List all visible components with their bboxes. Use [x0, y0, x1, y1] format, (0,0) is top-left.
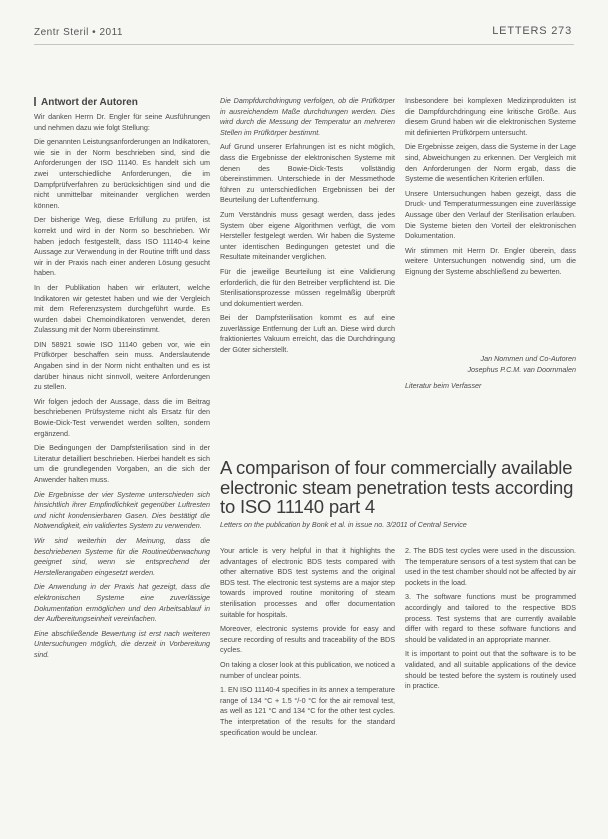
article-column-1 — [220, 546, 395, 831]
paragraph: Die Bedingungen der Dampfsterilisation sind in der Literatur detailliert beschrieben. Hierbei handelt es sich um die grundlegenden Vorgaben, an die sich der Anwender halten muss. — [34, 443, 210, 484]
paragraph: 1. EN ISO 11140-4 specifies in its annex a temperature range of 134 °C + 1.5 °/-0 °C for the air removal test, as well as 121 °C and 134 °C for the other test cycles. The interpretation of the results for the standard specification would be unclear. — [220, 685, 395, 737]
reply-heading-text: Antwort der Autoren — [41, 97, 138, 108]
paragraph: Die Anwendung in der Praxis hat gezeigt, dass die elektronischen Systeme eine zuverlässige Dokumentation ermöglichen und den Arbeitsablauf in der Aufbereitungseinheit vereinfachen. — [34, 582, 210, 624]
paragraph: Die Ergebnisse der vier Systeme unterschieden sich hinsichtlich ihrer Empfindlichkeit gegenüber Luftresten und nicht kondensierbaren Gasen. Dies bestätigt die Notwendigkeit, ein validiertes System zu verwenden. — [34, 489, 210, 531]
header-rule — [34, 44, 574, 45]
signature-name: Jan Nommen und Co-Autoren — [480, 354, 576, 363]
paragraph: Die Ergebnisse zeigen, dass die Systeme in der Lage sind, Abweichungen zu erkennen. Der Vergleich mit den Anforderungen der Norm ergab, dass die Systeme die wesentlichen Kriterien erfüllen. — [405, 142, 576, 184]
paragraph: Your article is very helpful in that it highlights the advantages of electronic BDS tests compared with other alternative BDS test systems and the original BDS test. The electronic test systems are a major step towards improved routine monitoring of steam sterilisation processes and offer documentation suitable for hospitals. — [220, 546, 395, 619]
literature-note: Literatur beim Verfasser — [405, 381, 482, 391]
paragraph: Bei der Dampfsterilisation kommt es auf eine zuverlässige Entfernung der Luft an. Diese wird durch fraktioniertes Vakuum erreicht, das die Durchdringung der Güter sicherstellt. — [220, 313, 395, 355]
reply-column-1 — [34, 96, 210, 831]
paragraph: Auf Grund unserer Erfahrungen ist es nicht möglich, dass die Ergebnisse der elektronischen Systeme mit denen des Bowie-Dick-Tests vollständig übereinstimmen. Unterschiede in der Messmethode führen zu unterschiedlichen Ergebnissen bei der Beurteilung der Luftentfernung. — [220, 142, 395, 205]
signature-name: Josephus P.C.M. van Doornmalen — [467, 364, 576, 374]
paragraph: Moreover, electronic systems provide for easy and secure recording of results and traceability of the BDS cycles. — [220, 624, 395, 655]
article-column-2 — [405, 546, 576, 831]
paragraph: Wir danken Herrn Dr. Engler für seine Ausführungen und nehmen dazu wie folgt Stellung: — [34, 112, 210, 132]
reply-column-2 — [220, 96, 395, 448]
paragraph: Wir stimmen mit Herrn Dr. Engler überein, dass weitere Untersuchungen notwendig sind, um die Eignung der Systeme abschließend zu bewerten. — [405, 245, 576, 276]
paragraph: DIN 58921 sowie ISO 11140 geben vor, wie ein Prüfkörper beschaffen sein muss. Anderslautende Angaben sind in der Norm nicht enthalten und es ist darüber hinaus nicht sinnvoll, weitere Anforderungen zu stellen. — [34, 339, 210, 392]
paragraph: Die genannten Leistungsanforderungen an Indikatoren, wie sie in der Norm beschrieben sind, sind die Anforderungen der ISO 11140. Es handelt sich um zwei unterschiedliche Anforderungen, die im Dampfprüfverfahren zu berücksichtigen sind und die nicht unmittelbar miteinander verglichen werden können. — [34, 137, 210, 210]
paragraph: On taking a closer look at this publication, we noticed a number of unclear points. — [220, 659, 395, 680]
article-subtitle: Letters on the publication by Bonk et al. in issue no. 3/2011 of Central Service — [220, 520, 467, 529]
paragraph: Wir sind weiterhin der Meinung, dass die beschriebenen Systeme für die Routineüberwachung geeignet sind, wenn sie entsprechend der Herstellerangaben eingesetzt werden. — [34, 535, 210, 577]
paragraph: Wir folgen jedoch der Aussage, dass die im Beitrag beschriebenen Prüfsysteme nicht als Ersatz für den Bowie-Dick-Test verwendet werden sollten, sondern ergänzend. — [34, 396, 210, 438]
paragraph: 3. The software functions must be programmed accordingly and tailored to the respective BDS process. Test systems that are currently available differ with regard to these software functions and should be validated in an appropriate manner. — [405, 592, 576, 644]
section-page-number: LETTERS 273 — [492, 25, 572, 37]
paragraph: Die Dampfdurchdringung verfolgen, ob die Prüfkörper in ausreichendem Maße durchdrungen werden. Dies wird durch die Messung der Temperatur an mehreren Stellen im Prüfkörper bestimmt. — [220, 96, 395, 137]
paragraph: Der bisherige Weg, diese Erfüllung zu prüfen, ist korrekt und wird in der Norm so beschrieben. Wir haben jedoch festgestellt, dass ISO 11140-4 keine Aussage zur Verwendung in der Routine trifft und dass wir in der Praxis nach einer anderen Lösung gesucht haben. — [34, 215, 210, 278]
page-header — [0, 0, 608, 44]
paragraph: Für die jeweilige Beurteilung ist eine Validierung erforderlich, die für den Betreiber verpflichtend ist. Die Sterilisationsprozesse müssen regelmäßig überprüft und dokumentiert werden. — [220, 266, 395, 308]
paragraph: Zum Verständnis muss gesagt werden, dass jedes System über eigene Algorithmen verfügt, die vom Hersteller festgelegt werden. Wir haben die Systeme unter identischen Bedingungen getestet und die Resultate miteinander verglichen. — [220, 209, 395, 262]
reply-column-1-body — [34, 112, 210, 661]
reply-signature-block — [405, 354, 576, 392]
paragraph: Unsere Untersuchungen haben gezeigt, dass die Druck- und Temperaturmessungen eine zuverlässige Aussage über den Verlauf der Sterilisation erlauben. Die Systeme bieten den Vorteil der elektronischen Dokumentation. — [405, 188, 576, 241]
paragraph: Insbesondere bei komplexen Medizinprodukten ist die Dampfdurchdringung eine kritische Größe. Aus diesem Grund haben wir die elektronischen Systeme mit definierten Prüfkörpern untersucht. — [405, 96, 576, 137]
journal-issue: Zentr Steril • 2011 — [34, 27, 123, 38]
article-title: A comparison of four commercially available electronic steam penetration tests according to ISO 11140 part 4 — [220, 457, 574, 517]
paragraph: In der Publikation haben wir erläutert, welche Indikatoren wir getestet haben und wie der Vergleich mit dem Referenzsystem durchgeführt wurde. Es wurden dabei Chemoindikatoren verwendet, deren Zulassung mit der Norm übereinstimmt. — [34, 282, 210, 335]
paragraph: Eine abschließende Bewertung ist erst nach weiteren Untersuchungen möglich, die derzeit in Vorbereitung sind. — [34, 628, 210, 659]
paragraph: 2. The BDS test cycles were used in the discussion. The temperature sensors of a test system that can be used in the test chamber should not be affected by air pockets in the load. — [405, 546, 576, 587]
paragraph: It is important to point out that the software is to be validated, and all suitable applications of the device should be tested before the system is routinely used in practice. — [405, 649, 576, 691]
